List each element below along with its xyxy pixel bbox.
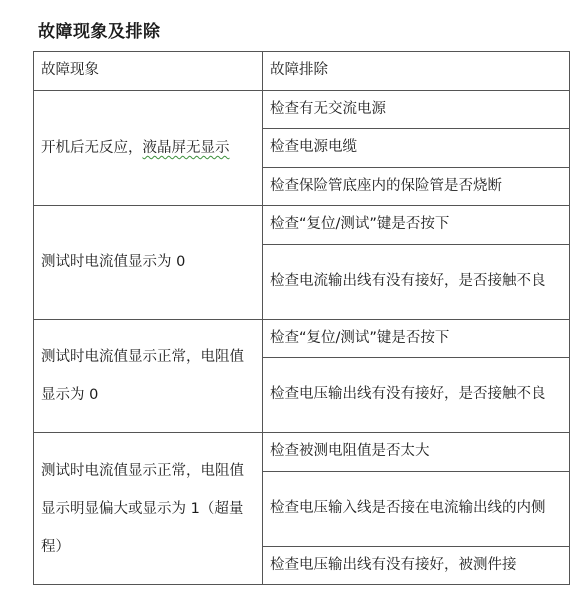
symptom-text: 开机后无反应， xyxy=(41,139,143,156)
symptom-cell: 测试时电流值显示正常，电阻值显示为 0 xyxy=(34,319,263,433)
table-row xyxy=(34,433,570,472)
symptom-cell: 测试时电流值显示正常，电阻值显示明显偏大或显示为 1（超量程） xyxy=(34,433,263,585)
table-row xyxy=(34,206,570,245)
fix-cell: 检查被测电阻值是否太大 xyxy=(263,433,570,472)
fix-cell: 检查电流输出线有没有接好，是否接触不良 xyxy=(263,244,570,319)
fix-cell: 检查保险管底座内的保险管是否烧断 xyxy=(263,167,570,206)
fix-cell: 检查“复位/测试”键是否按下 xyxy=(263,319,570,358)
table-row xyxy=(34,90,570,129)
troubleshooting-table xyxy=(33,51,570,585)
page-title: 故障现象及排除 xyxy=(38,22,161,42)
fix-cell: 检查电源电缆 xyxy=(263,129,570,168)
fix-cell: 检查电压输入线是否接在电流输出线的内侧 xyxy=(263,471,570,546)
fix-cell: 检查有无交流电源 xyxy=(263,90,570,129)
symptom-cell xyxy=(34,90,263,206)
header-symptom: 故障现象 xyxy=(34,52,263,91)
header-fix: 故障排除 xyxy=(263,52,570,91)
table-header-row xyxy=(34,52,570,91)
fix-cell: 检查电压输出线有没有接好，被测件接 xyxy=(263,546,570,585)
fix-cell: 检查电压输出线有没有接好，是否接触不良 xyxy=(263,358,570,433)
table-row xyxy=(34,319,570,358)
spellcheck-marked-text: 液晶屏无显示 xyxy=(142,139,230,156)
fix-cell: 检查“复位/测试”键是否按下 xyxy=(263,206,570,245)
symptom-cell: 测试时电流值显示为 0 xyxy=(34,206,263,320)
